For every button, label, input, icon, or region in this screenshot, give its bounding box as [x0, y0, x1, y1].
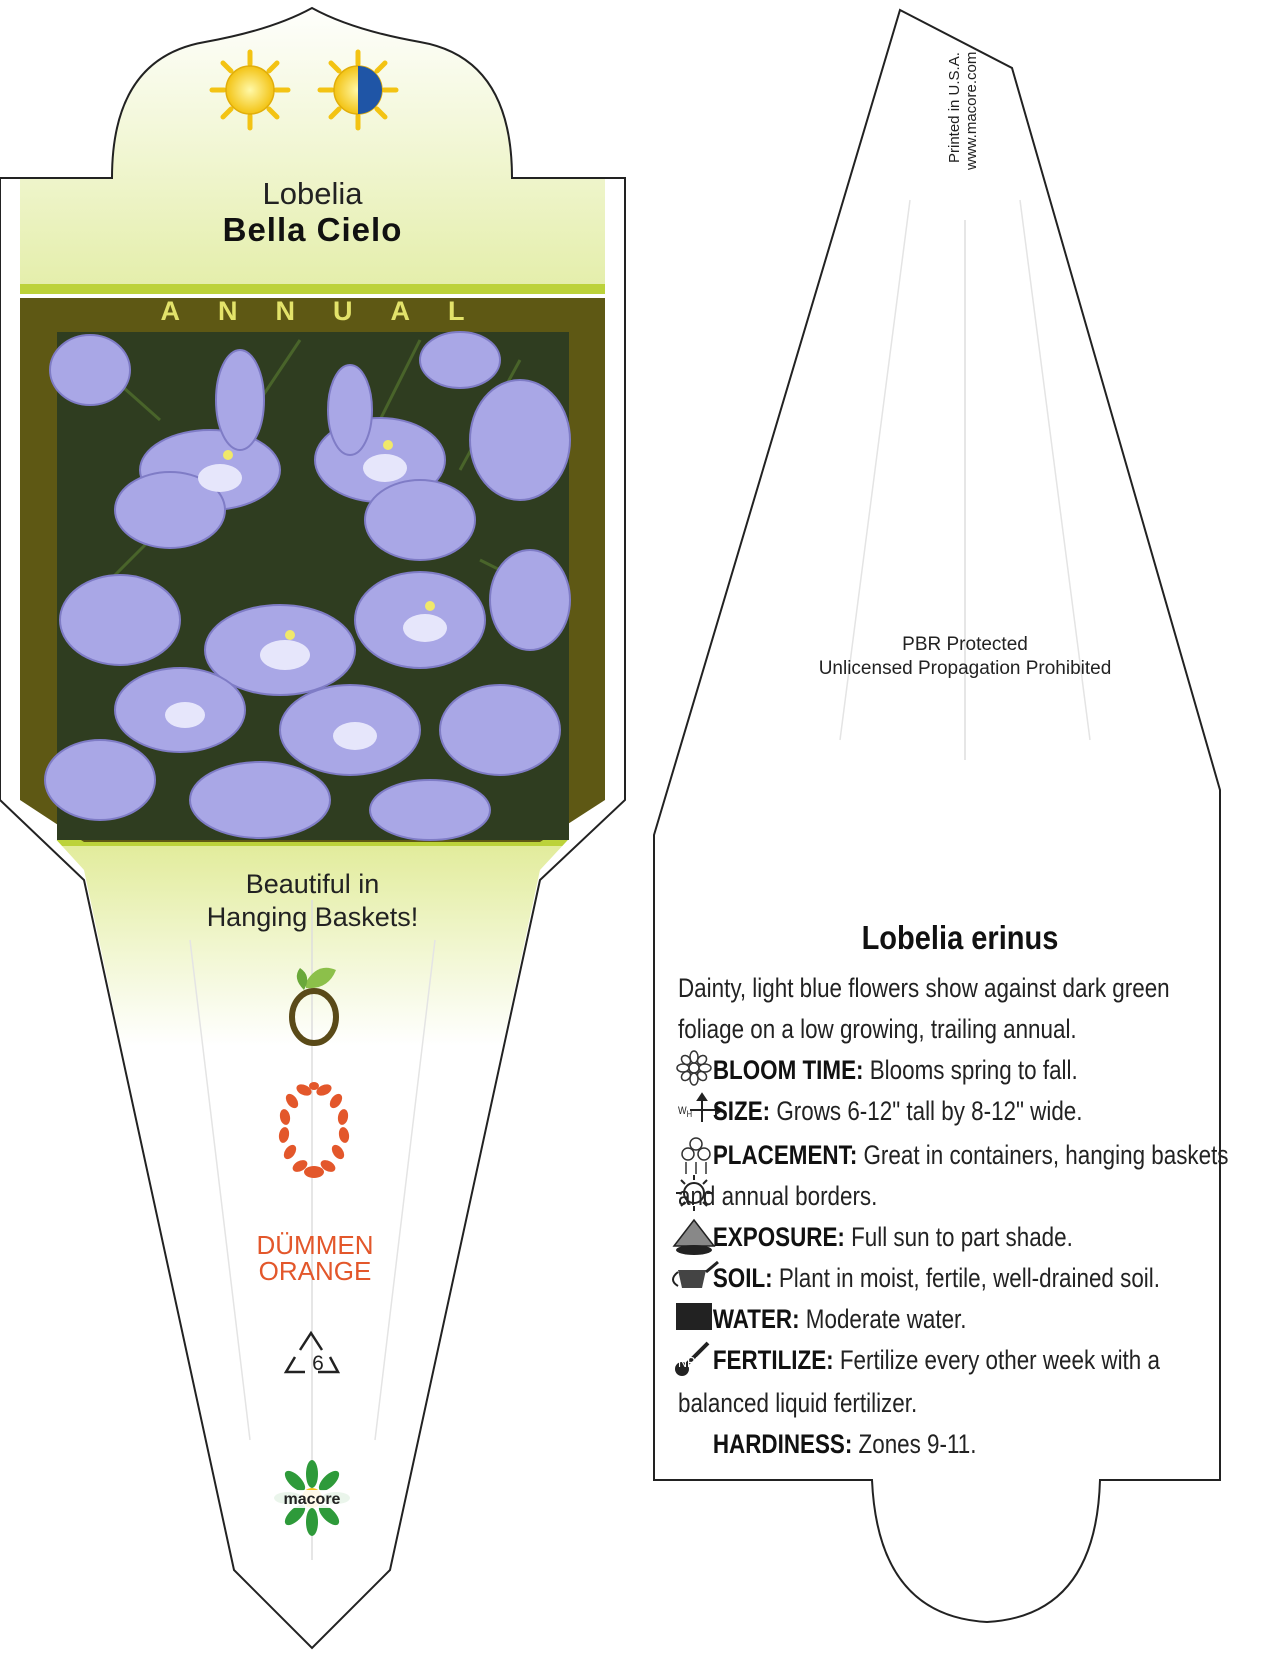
placement-value: Great in containers, hanging baskets	[857, 1140, 1229, 1171]
bloom-time-value: Blooms spring to fall.	[863, 1055, 1078, 1085]
hardiness-label: HARDINESS:	[712, 1428, 853, 1459]
npk-icon-text: NPK	[678, 1353, 704, 1371]
recycle-number: 6	[312, 1352, 324, 1375]
soil-value: Plant in moist, fertile, well-drained soil.	[772, 1263, 1160, 1294]
dummen-orange-logo-icon	[278, 1082, 351, 1178]
plant-variety-name: Bella Cielo	[222, 211, 403, 248]
size-value: Grows 6-12" tall by 8-12" wide.	[770, 1096, 1083, 1127]
tagline-line-1: Beautiful in	[245, 869, 380, 899]
description-line-1: Dainty, light blue flowers show against dark green	[678, 973, 1170, 1003]
exposure-value: Full sun to part shade.	[844, 1222, 1073, 1253]
fertilize-value: Fertilize every other week with a	[833, 1345, 1160, 1376]
pbr-line-2: Unlicensed Propagation Prohibited	[818, 658, 1112, 679]
water-value: Moderate water.	[799, 1304, 967, 1335]
brand-name-line-2: ORANGE	[258, 1256, 372, 1286]
latin-name: Lobelia erinus	[861, 919, 1059, 956]
brand-name-line-1: DÜMMEN	[256, 1230, 374, 1260]
tagline-line-2: Hanging Baskets!	[206, 902, 419, 932]
water-row	[678, 1299, 1251, 1340]
printed-in-notice	[946, 52, 980, 252]
brand-name	[240, 1232, 390, 1284]
printed-line-2: www.macore.com	[963, 52, 980, 171]
exposure-row	[678, 1217, 1251, 1258]
printed-line-1: Printed in U.S.A.	[946, 52, 963, 163]
fertilize-label: FERTILIZE:	[712, 1345, 834, 1376]
pbr-notice	[790, 633, 1140, 681]
tagline	[120, 868, 505, 934]
fertilize-row-cont: balanced liquid fertilizer.	[678, 1387, 918, 1418]
size-icon-w: W	[678, 1105, 687, 1117]
description-line-2: foliage on a low growing, trailing annual.	[678, 1014, 1077, 1044]
size-icon-h: H	[686, 1109, 693, 1120]
placement-row	[678, 1135, 1251, 1176]
bloom-time-row	[678, 1050, 1251, 1091]
full-sun-icon	[212, 52, 288, 128]
placement-row-cont: and annual borders.	[678, 1181, 878, 1212]
fertilize-row	[678, 1340, 1251, 1382]
care-instructions	[678, 968, 1253, 1465]
hardiness-row	[678, 1424, 1251, 1465]
placement-label: PLACEMENT:	[712, 1140, 858, 1171]
bloom-time-label: BLOOM TIME:	[712, 1055, 864, 1085]
pbr-line-1: PBR Protected	[902, 634, 1028, 655]
plant-common-name: Lobelia	[262, 176, 363, 211]
printer-logo-text: macore	[283, 1491, 341, 1508]
part-sun-icon	[320, 52, 396, 128]
exposure-label: EXPOSURE:	[712, 1222, 845, 1253]
plant-category: ANNUAL	[160, 296, 503, 326]
size-row	[678, 1091, 1251, 1135]
flower-photo	[45, 332, 570, 840]
soil-label: SOIL:	[712, 1263, 773, 1294]
size-label: SIZE:	[712, 1096, 771, 1127]
soil-row	[678, 1258, 1251, 1299]
water-label: WATER:	[712, 1304, 800, 1335]
hardiness-value: Zones 9-11.	[852, 1428, 977, 1459]
